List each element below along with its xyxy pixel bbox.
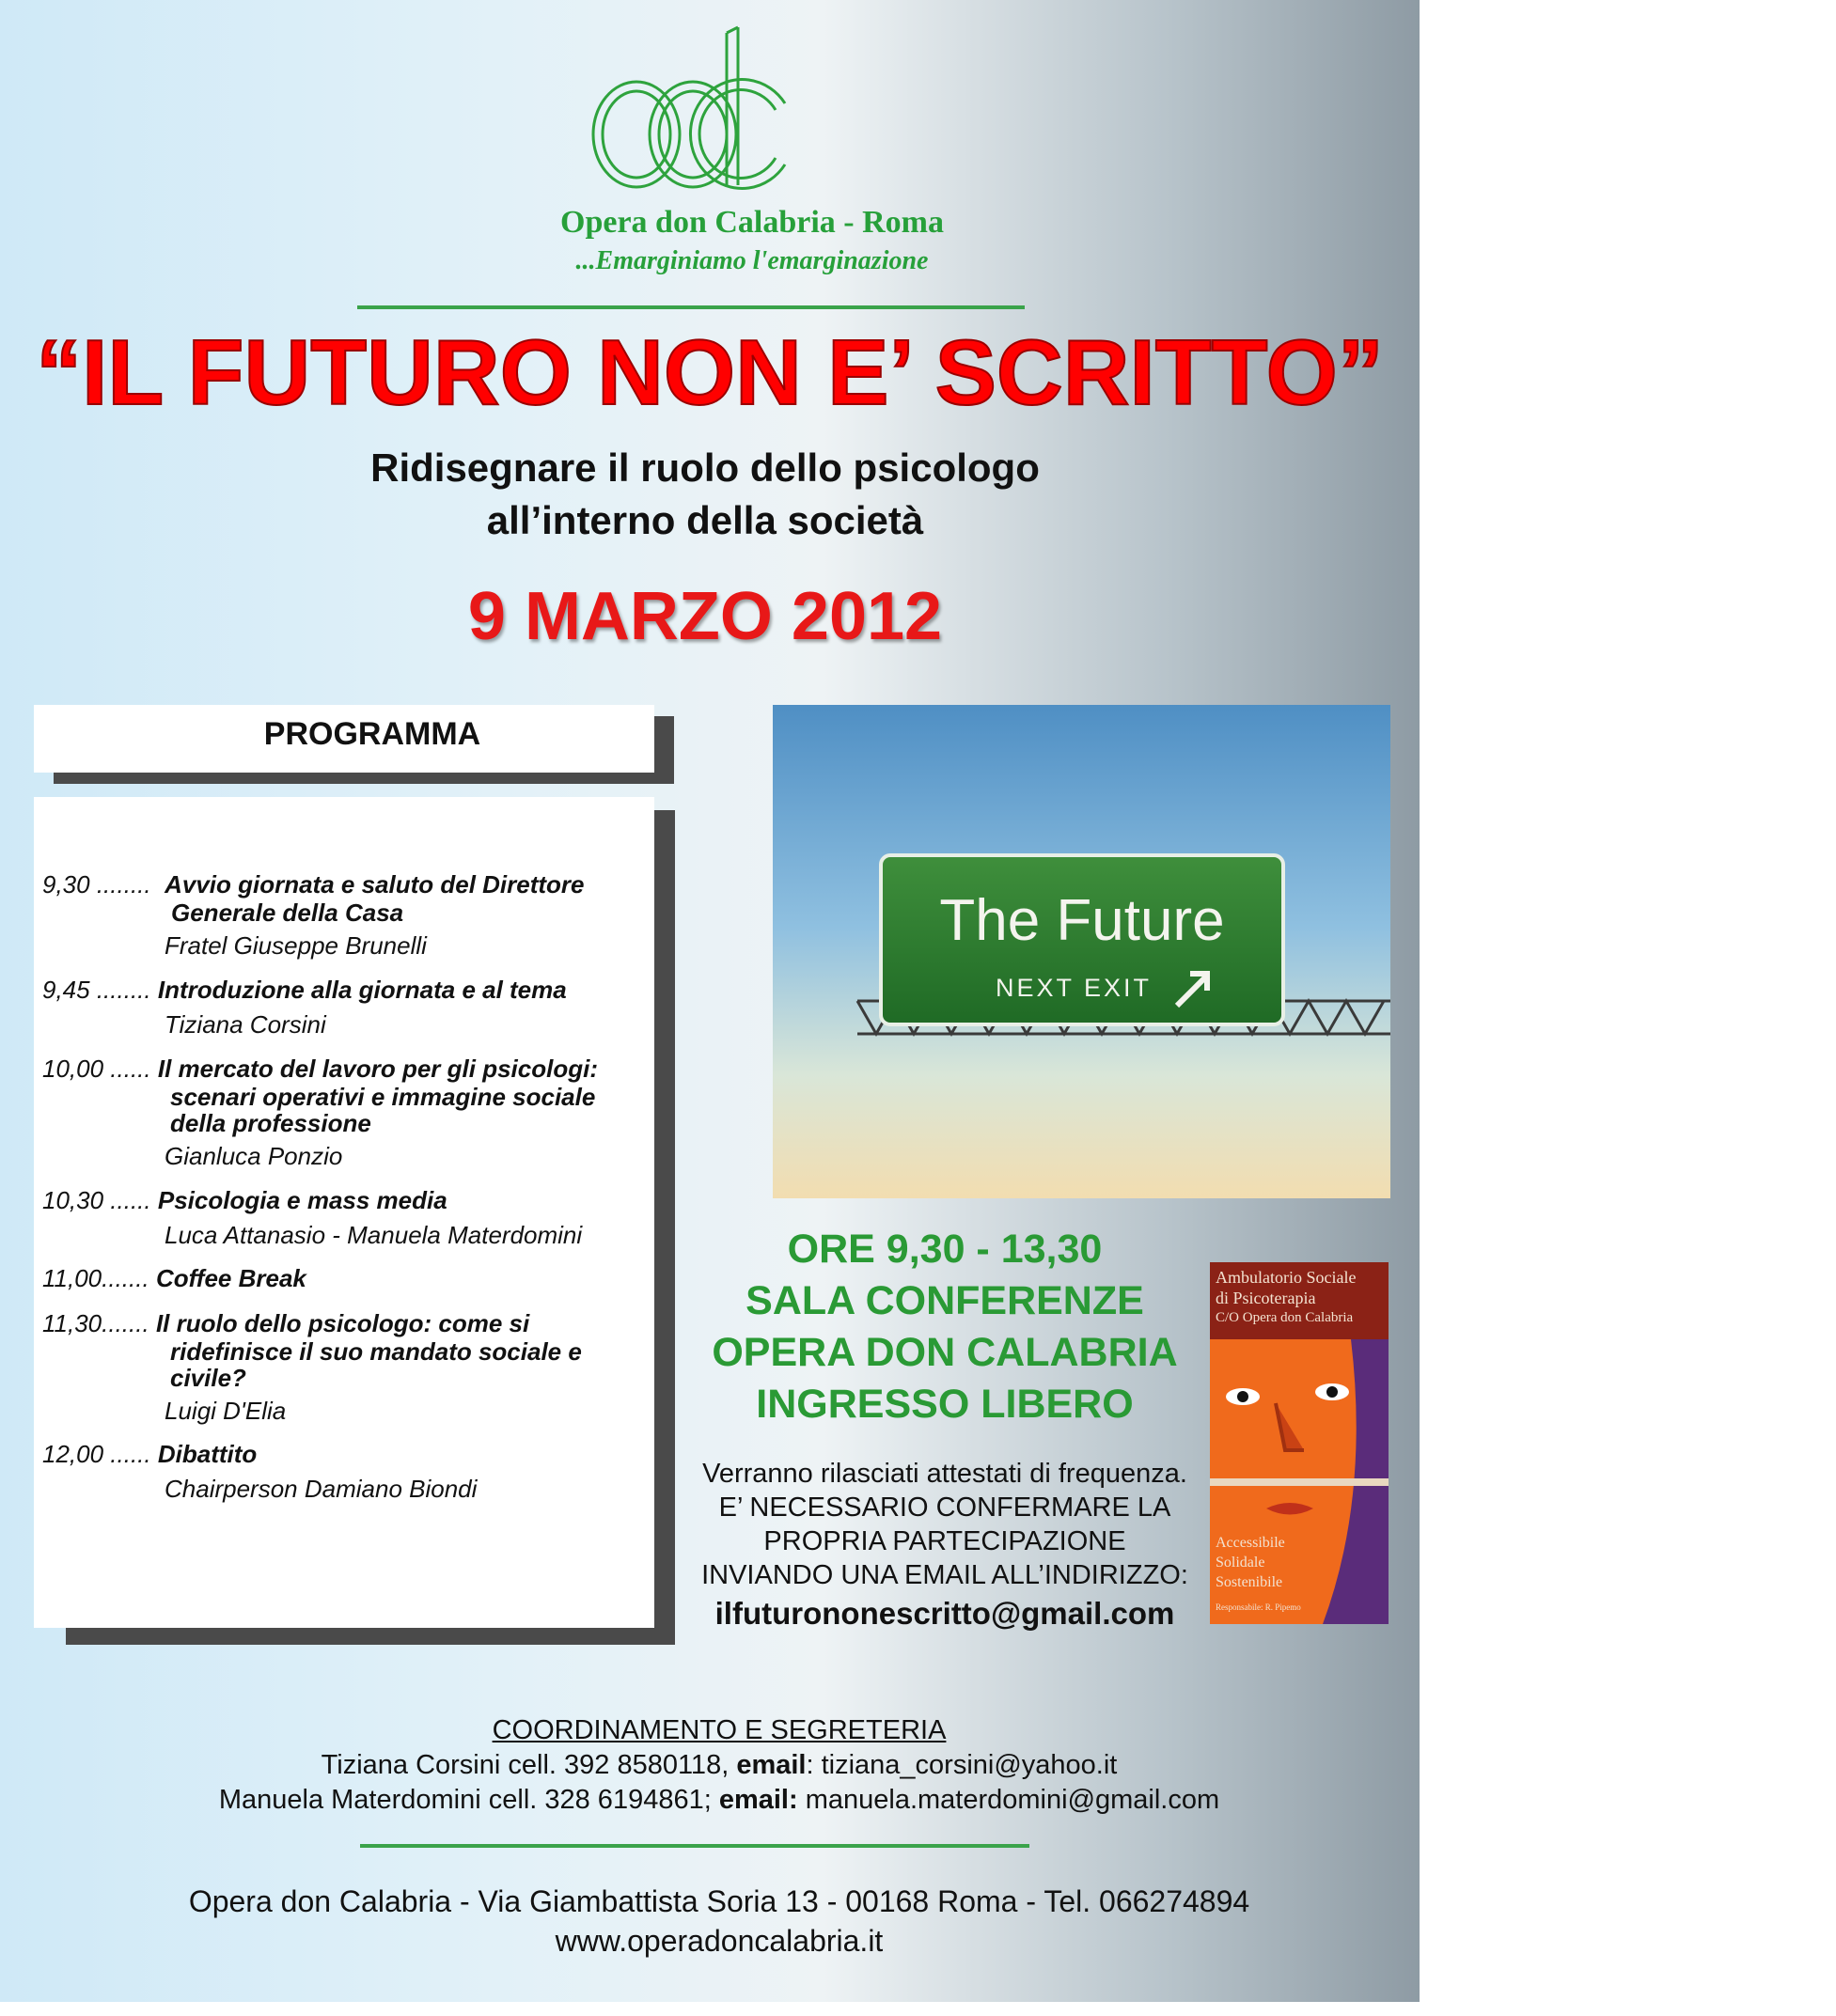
booklet-line: Responsabile: R. Pipemo	[1216, 1602, 1301, 1612]
booklet-line: Accessibile	[1216, 1535, 1285, 1551]
info-admission: INGRESSO LIBERO	[756, 1382, 1134, 1427]
contact-line-1	[141, 1750, 1297, 1781]
schedule-speaker: Tiziana Corsini	[165, 1010, 326, 1039]
schedule-title: Introduzione alla giornata e al tema	[157, 976, 567, 1004]
schedule-speaker: Luca Attanasio - Manuela Materdomini	[165, 1221, 583, 1249]
contact-name: Manuela Materdomini cell. 328 6194861;	[218, 1785, 719, 1815]
schedule-title-cont: Generale della Casa	[171, 899, 404, 927]
schedule-title: Psicologia e mass media	[157, 1186, 447, 1214]
schedule-time: 10,00 ......	[42, 1055, 151, 1083]
schedule-time: 11,00.......	[42, 1264, 149, 1292]
notice-line: INVIANDO UNA EMAIL ALL’INDIRIZZO:	[701, 1560, 1188, 1590]
schedule-speaker: Luigi D'Elia	[165, 1397, 287, 1425]
schedule-title-cont: civile?	[170, 1364, 246, 1392]
notice-line: E’ NECESSARIO CONFERMARE LA	[718, 1492, 1171, 1523]
sign-subtitle: NEXT EXIT	[995, 974, 1153, 1002]
contact-email[interactable]: : tiziana_corsini@yahoo.it	[806, 1750, 1118, 1780]
booklet-line: Solidale	[1216, 1555, 1265, 1571]
booklet-line: Ambulatorio Sociale	[1216, 1268, 1357, 1287]
schedule-item	[42, 1309, 663, 1426]
info-venue: SALA CONFERENZE	[745, 1278, 1144, 1323]
ambulatorio-booklet-image	[1210, 1262, 1389, 1624]
event-title: “IL FUTURO NON E’ SCRITTO”	[36, 320, 1384, 424]
schedule-title: Dibattito	[157, 1440, 258, 1468]
info-time: ORE 9,30 - 13,30	[787, 1227, 1103, 1272]
sign-title: The Future	[939, 888, 1225, 953]
divider-top	[357, 305, 1025, 309]
schedule-item	[42, 1055, 663, 1171]
schedule-speaker: Fratel Giuseppe Brunelli	[165, 931, 427, 960]
subtitle-line-2: all’interno della società	[486, 498, 924, 542]
schedule-time: 9,45 ........	[42, 976, 151, 1004]
contact-name: Tiziana Corsini cell. 392 8580118,	[321, 1750, 737, 1780]
schedule-time: 12,00 ......	[42, 1440, 151, 1468]
org-name: Opera don Calabria - Roma	[560, 205, 944, 240]
schedule-title-cont: ridefinisce il suo mandato sociale e	[170, 1337, 582, 1366]
contact-email-label: email	[736, 1750, 807, 1780]
schedule-item	[42, 976, 663, 1039]
divider-bottom	[360, 1844, 1029, 1848]
schedule-item	[42, 870, 663, 961]
schedule-title: Coffee Break	[155, 1264, 306, 1292]
programma-heading: PROGRAMMA	[263, 716, 481, 752]
schedule-title: Avvio giornata e saluto del Direttore	[165, 870, 585, 899]
booklet-line: Sostenibile	[1216, 1574, 1283, 1590]
schedule-item	[42, 1264, 663, 1293]
schedule-title-cont: scenari operativi e immagine sociale	[170, 1083, 596, 1111]
schedule-speaker: Chairperson Damiano Biondi	[165, 1475, 478, 1503]
notice-line: Verranno rilasciati attestati di frequenza.	[702, 1459, 1187, 1489]
booklet-line: C/O Opera don Calabria	[1216, 1310, 1354, 1325]
contact-email[interactable]: manuela.materdomini@gmail.com	[797, 1785, 1220, 1815]
schedule-speaker: Gianluca Ponzio	[165, 1142, 343, 1170]
info-organization: OPERA DON CALABRIA	[712, 1330, 1178, 1375]
registration-email[interactable]: ilfuturononescritto@gmail.com	[714, 1596, 1175, 1631]
schedule-item	[42, 1186, 663, 1250]
contact-email-label: email:	[718, 1785, 798, 1815]
footer-website[interactable]: www.operadoncalabria.it	[555, 1924, 884, 1958]
odc-logo-icon	[588, 23, 804, 197]
notice-line: PROPRIA PARTECIPAZIONE	[763, 1526, 1126, 1556]
booklet-line: di Psicoterapia	[1216, 1289, 1316, 1307]
schedule-title: Il ruolo dello psicologo: come si	[155, 1309, 530, 1337]
future-sign-photo	[773, 705, 1390, 1198]
event-subtitle	[235, 442, 1175, 547]
schedule-title: Il mercato del lavoro per gli psicologi:	[157, 1055, 598, 1083]
event-date: 9 MARZO 2012	[467, 579, 943, 654]
footer-address: Opera don Calabria - Via Giambattista Soria 13 - 00168 Roma - Tel. 066274894	[188, 1884, 1250, 1918]
coordinamento-heading: COORDINAMENTO E SEGRETERIA	[492, 1715, 947, 1745]
contact-line-2	[141, 1785, 1297, 1816]
schedule-title-cont: della professione	[170, 1109, 371, 1137]
registration-notice	[658, 1457, 1232, 1592]
schedule-time: 9,30 ........	[42, 870, 151, 899]
schedule-item	[42, 1440, 663, 1504]
schedule-time: 10,30 ......	[42, 1186, 151, 1214]
org-motto: ...Emarginiamo l'emarginazione	[575, 246, 929, 275]
schedule-time: 11,30.......	[42, 1309, 149, 1337]
subtitle-line-1: Ridisegnare il ruolo dello psicologo	[370, 445, 1040, 490]
